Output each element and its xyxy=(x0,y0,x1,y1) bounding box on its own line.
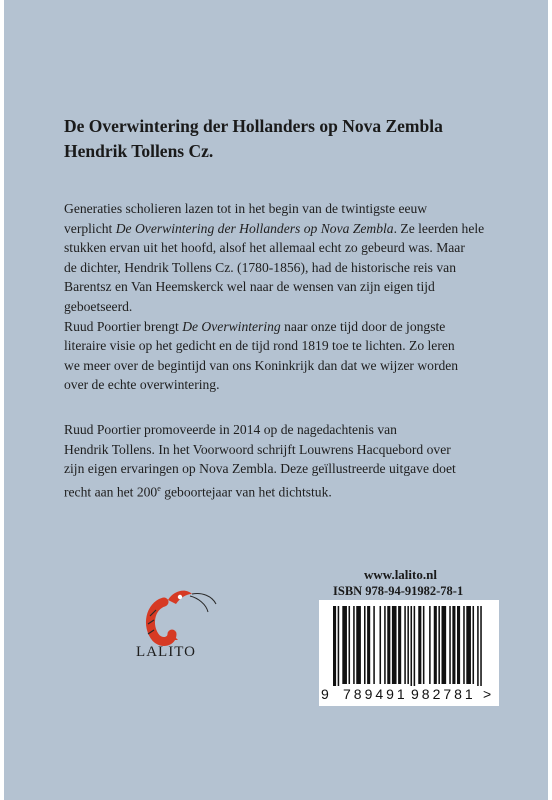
text-line xyxy=(64,219,502,239)
text-line: we meer over de begintijd van ons Koninkrijk dan dat we wijzer worden xyxy=(64,357,459,373)
text-span: Ruud Poortier brengt xyxy=(64,318,183,334)
isbn-number: ISBN 978-94-91982-78-1 xyxy=(333,584,464,598)
text-span: recht aan het 200 xyxy=(64,484,158,500)
text-span: geboortejaar van het dichtstuk. xyxy=(160,484,332,500)
publisher-name: LALITO xyxy=(136,644,196,660)
italic-title: De Overwintering xyxy=(182,318,281,334)
barcode-quiet-mark: > xyxy=(483,686,492,702)
book-title: De Overwintering der Hollanders op Nova Zembla xyxy=(64,116,443,136)
barcode-digits-right: 982781 xyxy=(411,686,476,702)
italic-title: De Overwintering der Hollanders op Nova Zembla xyxy=(115,220,394,236)
text-span: . Ze leerden hele xyxy=(393,220,485,236)
barcode xyxy=(319,600,499,706)
superscript: e xyxy=(157,483,161,493)
text-line: zijn eigen ervaringen op Nova Zembla. Deze geïllustreerde uitgave doet xyxy=(64,461,456,477)
back-cover xyxy=(4,0,548,800)
barcode-digits-left: 789491 xyxy=(343,686,408,702)
text-line: Barentsz en Van Heemskerck wel naar de wensen van zijn eigen tijd xyxy=(64,279,435,295)
text-line: stukken ervan uit het hoofd, alsof het allemaal echt zo gebeurd was. Maar xyxy=(64,240,465,256)
text-line: over de echte overwintering. xyxy=(64,377,220,393)
text-line: Hendrik Tollens. In het Voorwoord schrijft Louwrens Hacquebord over xyxy=(64,441,451,457)
author-paragraph xyxy=(64,420,502,502)
text-line xyxy=(64,317,502,337)
text-line: de dichter, Hendrik Tollens Cz. (1780-1856), had de historische reis van xyxy=(64,259,456,275)
book-title-block xyxy=(64,114,504,164)
description-paragraph xyxy=(64,199,502,395)
text-line: Ruud Poortier promoveerde in 2014 op de nagedachtenis van xyxy=(64,422,397,437)
text-line: literaire visie op het gedicht en de tijd rond 1819 toe te lichten. Zo leren xyxy=(64,338,455,354)
barcode-bars xyxy=(319,600,499,686)
text-line: Generaties scholieren lazen tot in het begin van de twintigste eeuw xyxy=(64,201,428,216)
publisher-website: www.lalito.nl xyxy=(364,567,437,582)
text-span: verplicht xyxy=(64,220,116,236)
text-line xyxy=(64,479,502,502)
book-author: Hendrik Tollens Cz. xyxy=(64,141,214,161)
text-line: geboetseerd. xyxy=(64,298,133,314)
text-span: naar onze tijd door de jongste xyxy=(280,318,446,334)
barcode-digit-first: 9 xyxy=(321,686,329,702)
